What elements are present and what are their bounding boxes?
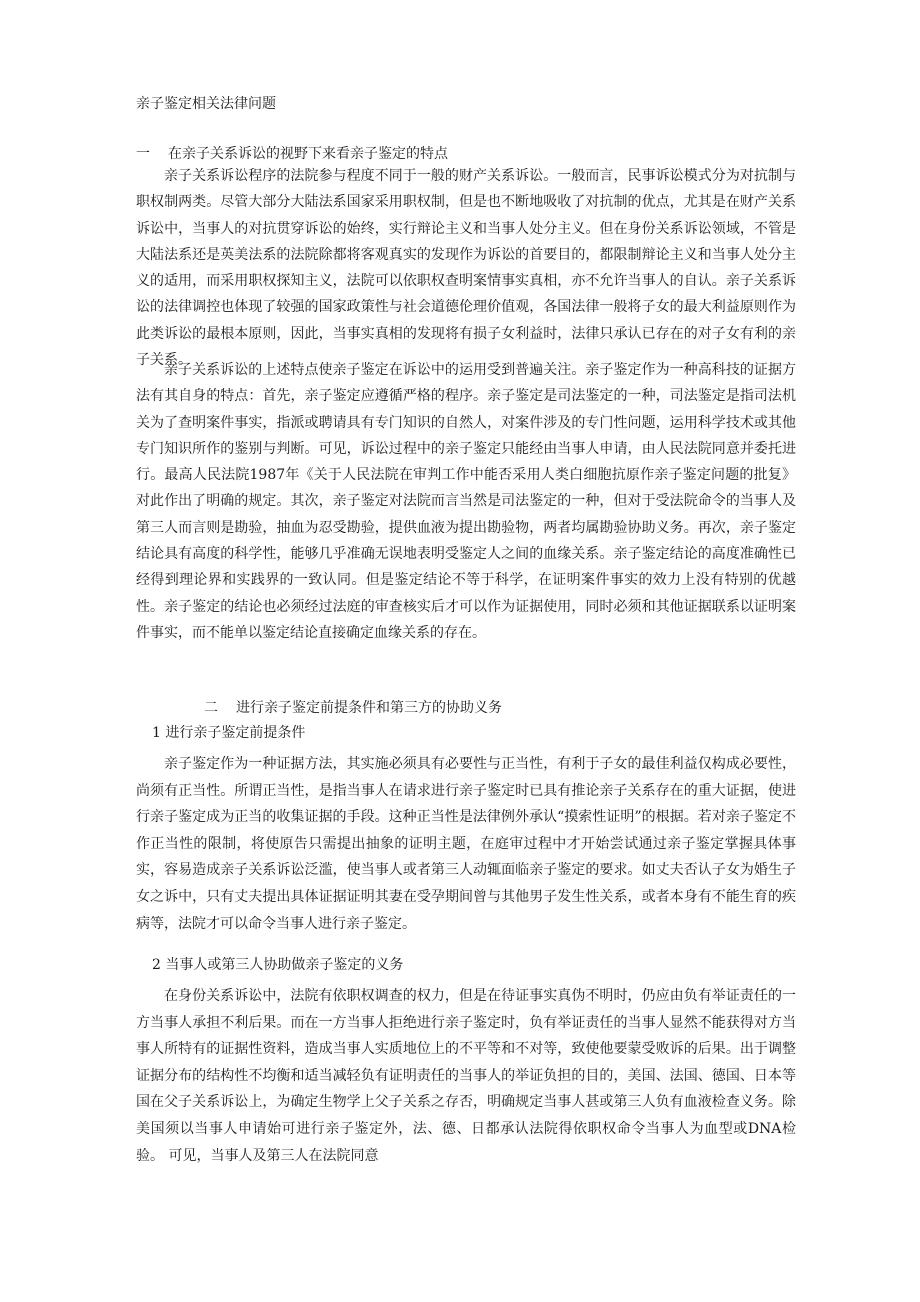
subsection-1-paragraph: 亲子鉴定作为一种证据方法，其实施必须具有必要性与正当性，有利于子女的最佳利益仅构成必要性，尚须有正当性。所谓正当性，是指当事人在请求进行亲子鉴定时已具有推论亲子关系存在的重大证据，使进行亲子鉴定成为正当的收集证据的手段。这种正当性是法律例外承认“摸索性证明”的根据。若对亲子鉴定不作正当性的限制，将使原告只需提出抽象的证明主题，在庭审过程中才开始尝试通过亲子鉴定掌握具体事实，容易造成亲子关系诉讼泛滥，使当事人或者第三人动辄面临亲子鉴定的要求。如丈夫否认子女为婚生子女之诉中，只有丈夫提出具体证据证明其妻在受孕期间曾与其他男子发生性关系，或者本身有不能生育的疾病等，法院才可以命令当事人进行亲子鉴定。 [136, 756, 796, 932]
section-2-heading-text: 进行亲子鉴定前提条件和第三方的协助义务 [236, 700, 502, 716]
section-1-paragraph-2: 亲子关系诉讼的上述特点使亲子鉴定在诉讼中的运用受到普遍关注。亲子鉴定作为一种高科技的证据方法有其自身的特点：首先，亲子鉴定应遵循严格的程序。亲子鉴定是司法鉴定的一种，司法鉴定是指司法机关为了查明案件事实，指派或聘请具有专门知识的自然人，对案件涉及的专门性问题，运用科学技术或其他专门知识所作的鉴别与判断。可见，诉讼过程中的亲子鉴定只能经由当事人申请，由人民法院同意并委托进行。最高人民法院1987年《关于人民法院在审判工作中能否采用人类白细胞抗原作亲子鉴定问题的批复》对此作出了明确的规定。其次，亲子鉴定对法院而言当然是司法鉴定的一种，但对于受法院命令的当事人及第三人而言则是勘验，抽血为忍受勘验，提供血液为提出勘验物，两者均属勘验协助义务。再次，亲子鉴定结论具有高度的科学性，能够几乎准确无误地表明受鉴定人之间的血缘关系。亲子鉴定结论的高度准确性已经得到理论界和实践界的一致认同。但是鉴定结论不等于科学，在证明案件事实的效力上没有特别的优越性。亲子鉴定的结论也必须经过法庭的审查核实后才可以作为证据使用，同时必须和其他证据联系以证明案件事实，而不能单以鉴定结论直接确定血缘关系的存在。 [136, 362, 796, 641]
section-1-heading-text: 在亲子关系诉讼的视野下来看亲子鉴定的特点 [168, 146, 448, 162]
subsection-1-heading: 1 进行亲子鉴定前提条件 [152, 725, 306, 741]
subsection-2-heading: 2 当事人或第三人协助做亲子鉴定的义务 [152, 957, 404, 973]
section-1-paragraph-1: 亲子关系诉讼程序的法院参与程度不同于一般的财产关系诉讼。一般而言，民事诉讼模式分为对抗制与职权制两类。尽管大部分大陆法系国家采用职权制，但是也不断地吸收了对抗制的优点，尤其是在财产关系诉讼中，当事人的对抗贯穿诉讼的始终，实行辩论主义和当事人处分主义。但在身份关系诉讼领域，不管是大陆法系还是英美法系的法院除都将客观真实的发现作为诉讼的首要目的，都限制辩论主义和当事人处分主义的适用，而采用职权探知主义，法院可以依职权查明案情事实真相，亦不允许当事人的自认。亲子关系诉讼的法律调控也体现了较强的国家政策性与社会道德伦理价值观，各国法律一般将子女的最大利益原则作为此类诉讼的最根本原则，因此，当事实真相的发现将有损子女利益时，法律只承认已存在的对子女有利的亲子关系。 [136, 168, 796, 369]
section-1-number: 一 [136, 146, 150, 162]
section-1-heading [136, 143, 448, 165]
section-2-number: 二 [204, 700, 218, 716]
subsection-2-paragraph: 在身份关系诉讼中，法院有依职权调查的权力，但是在待证事实真伪不明时，仍应由负有举证责任的一方当事人承担不利后果。而在一方当事人拒绝进行亲子鉴定时，负有举证责任的当事人显然不能获得对方当事人所特有的证据性资料，造成当事人实质地位上的不平等和不对等，致使他要蒙受败诉的后果。出于调整证据分布的结构性不均衡和适当减轻负有证明责任的当事人的举证负担的目的，美国、法国、德国、日本等国在父子关系诉讼上，为确定生物学上父子关系之存否，明确规定当事人甚或第三人负有血液检查义务。除美国须以当事人申请始可进行亲子鉴定外，法、德、日都承认法院得依职权命令当事人为血型或DNA检验。 可见，当事人及第三人在法院同意 [136, 988, 796, 1164]
section-2-heading [204, 697, 502, 719]
document-title: 亲子鉴定相关法律问题 [136, 96, 276, 112]
